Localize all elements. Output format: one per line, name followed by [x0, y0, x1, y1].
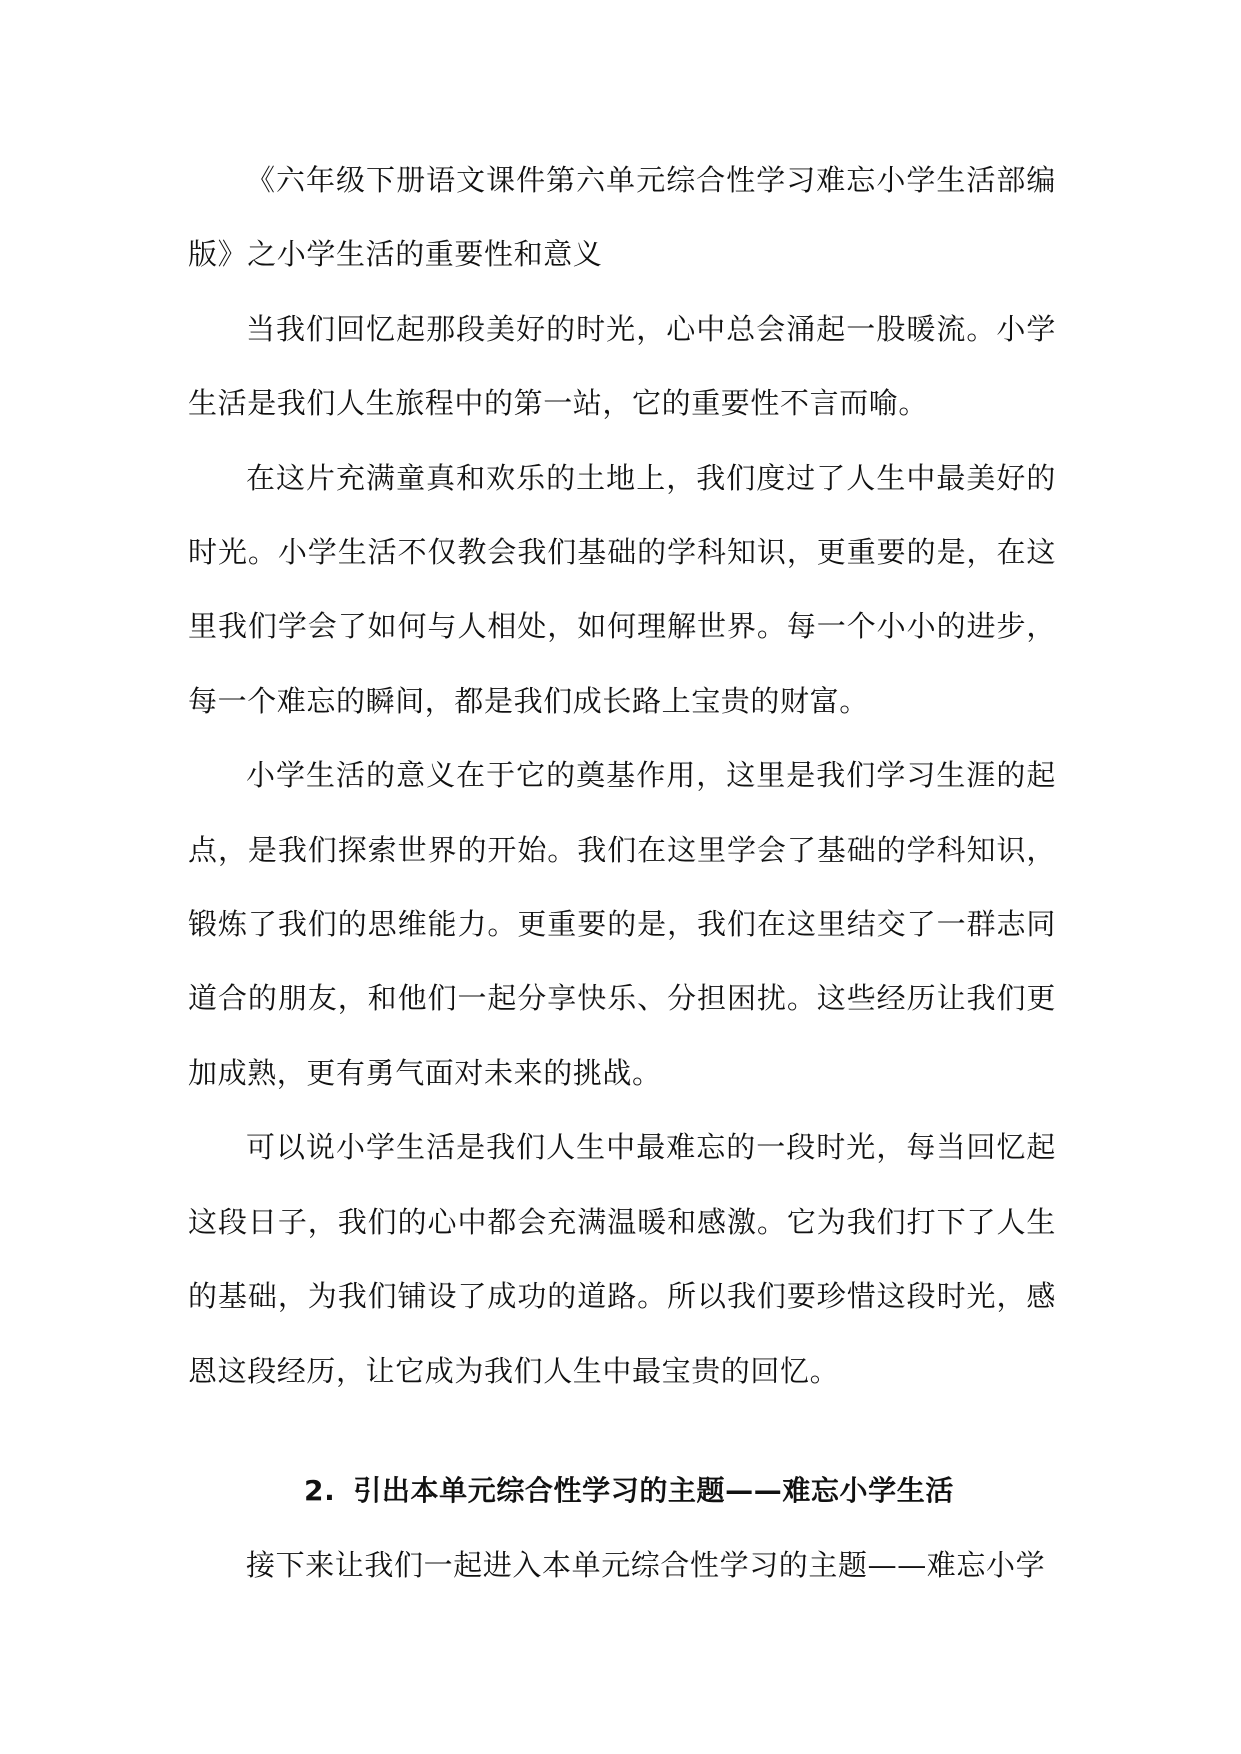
- body-paragraph: 可以说小学生活是我们人生中最难忘的一段时光，每当回忆起这段日子，我们的心中都会充满温暖和感激。它为我们打下了人生的基础，为我们铺设了成功的道路。所以我们要珍惜这段时光，感恩这段经历，让它成为我们人生中最宝贵的回忆。: [188, 1130, 1056, 1388]
- body-paragraph: 当我们回忆起那段美好的时光，心中总会涌起一股暖流。小学生活是我们人生旅程中的第一站，它的重要性不言而喻。: [188, 311, 1056, 421]
- title-paragraph: 《六年级下册语文课件第六单元综合性学习难忘小学生活部编版》之小学生活的重要性和意义: [188, 163, 1056, 272]
- body-paragraph: 小学生活的意义在于它的奠基作用，这里是我们学习生涯的起点，是我们探索世界的开始。我们在这里学会了基础的学科知识，锻炼了我们的思维能力。更重要的是，我们在这里结交了一群志同道合的朋友，和他们一起分享快乐、分担困扰。这些经历让我们更加成熟，更有勇气面对未来的挑战。: [188, 758, 1056, 1090]
- document-body: [188, 143, 1056, 1603]
- body-paragraph: 接下来让我们一起进入本单元综合性学习的主题——难忘小学: [246, 1548, 1046, 1583]
- section-heading: [188, 1454, 1056, 1528]
- body-paragraph: 在这片充满童真和欢乐的土地上，我们度过了人生中最美好的时光。小学生活不仅教会我们基础的学科知识，更重要的是，在这里我们学会了如何与人相处，如何理解世界。每一个小小的进步，每一个难忘的瞬间，都是我们成长路上宝贵的财富。: [188, 460, 1056, 718]
- section-heading-number: 2.: [304, 1473, 336, 1507]
- section-heading-text: 引出本单元综合性学习的主题——难忘小学生活: [353, 1473, 954, 1507]
